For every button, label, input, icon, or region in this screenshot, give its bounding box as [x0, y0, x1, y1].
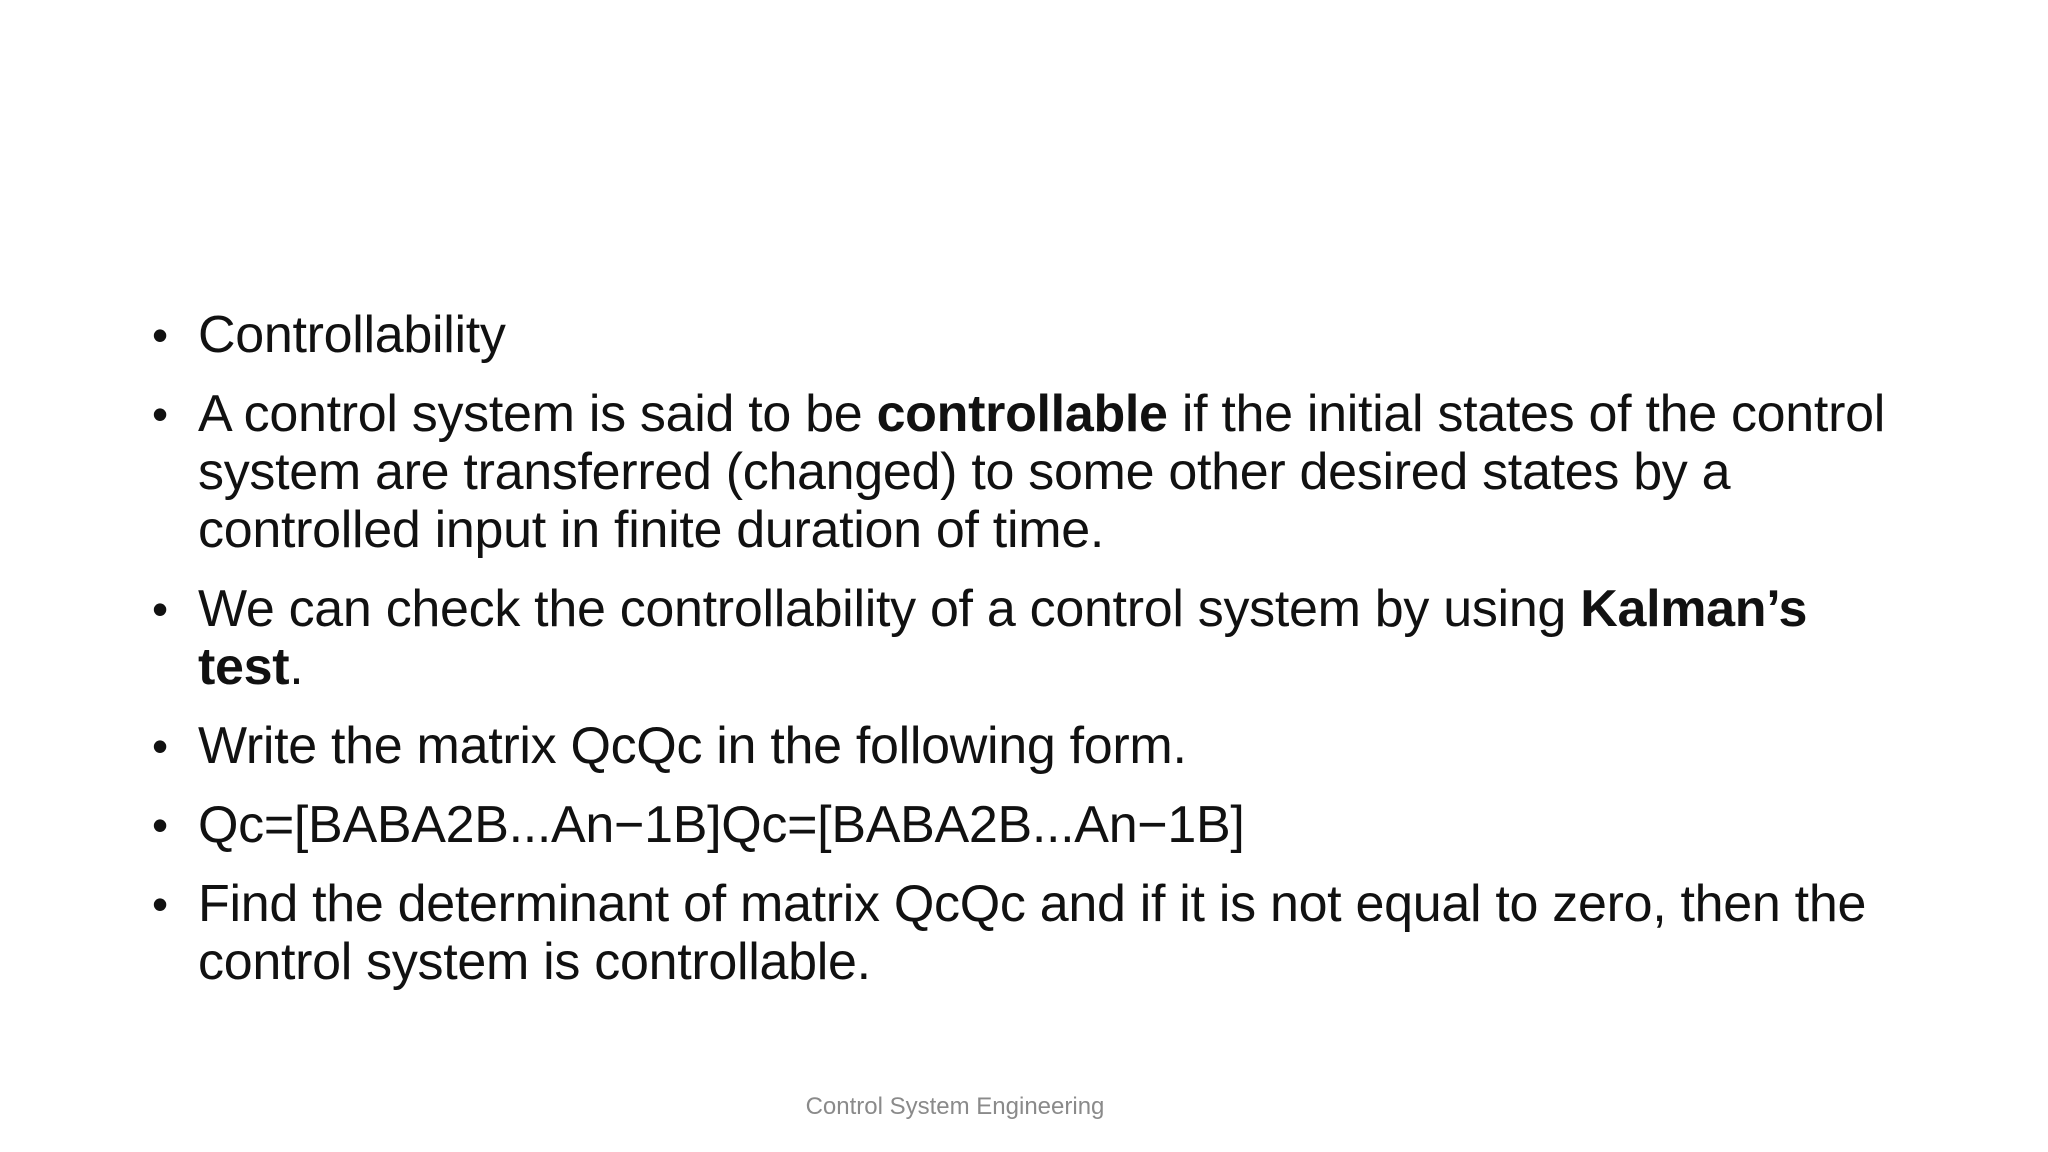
bullet-text: Write the matrix QcQc in the following form. [198, 717, 1187, 775]
bullet-text-pre: A control system is said to be [198, 385, 877, 443]
bullet-item-write-matrix [150, 717, 1910, 775]
bullet-marker: • [152, 388, 168, 440]
bullet-text: Find the determinant of matrix QcQc and if it is not equal to zero, then the control system is controllable. [198, 875, 1867, 991]
bullet-list [150, 306, 1910, 1012]
bullet-text: Qc=[BABA2B...An−1B]Qc=[BABA2B...An−1B] [198, 796, 1245, 854]
bullet-item-definition [150, 385, 1910, 559]
bullet-text-post: . [289, 638, 304, 696]
bullet-item-controllability [150, 306, 1910, 364]
bullet-item-matrix-formula [150, 796, 1910, 854]
bullet-text-post: if the initial states of the control system are transferred (changed) to some other desired states by a controlled input in finite duration of time. [198, 385, 1885, 559]
bullet-text-pre: We can check the controllability of a control system by using [198, 580, 1581, 638]
bullet-marker: • [152, 720, 168, 772]
bullet-text-bold: Kalman’s test [198, 580, 1808, 696]
bullet-text: Controllability [198, 306, 506, 364]
bullet-marker: • [152, 583, 168, 635]
bullet-marker: • [152, 799, 168, 851]
bullet-marker: • [152, 309, 168, 361]
bullet-item-determinant [150, 875, 1910, 991]
bullet-marker: • [152, 878, 168, 930]
bullet-text-bold: controllable [876, 385, 1168, 443]
slide-footer: Control System Engineering [805, 1093, 1105, 1120]
bullet-item-kalman-test [150, 580, 1910, 696]
